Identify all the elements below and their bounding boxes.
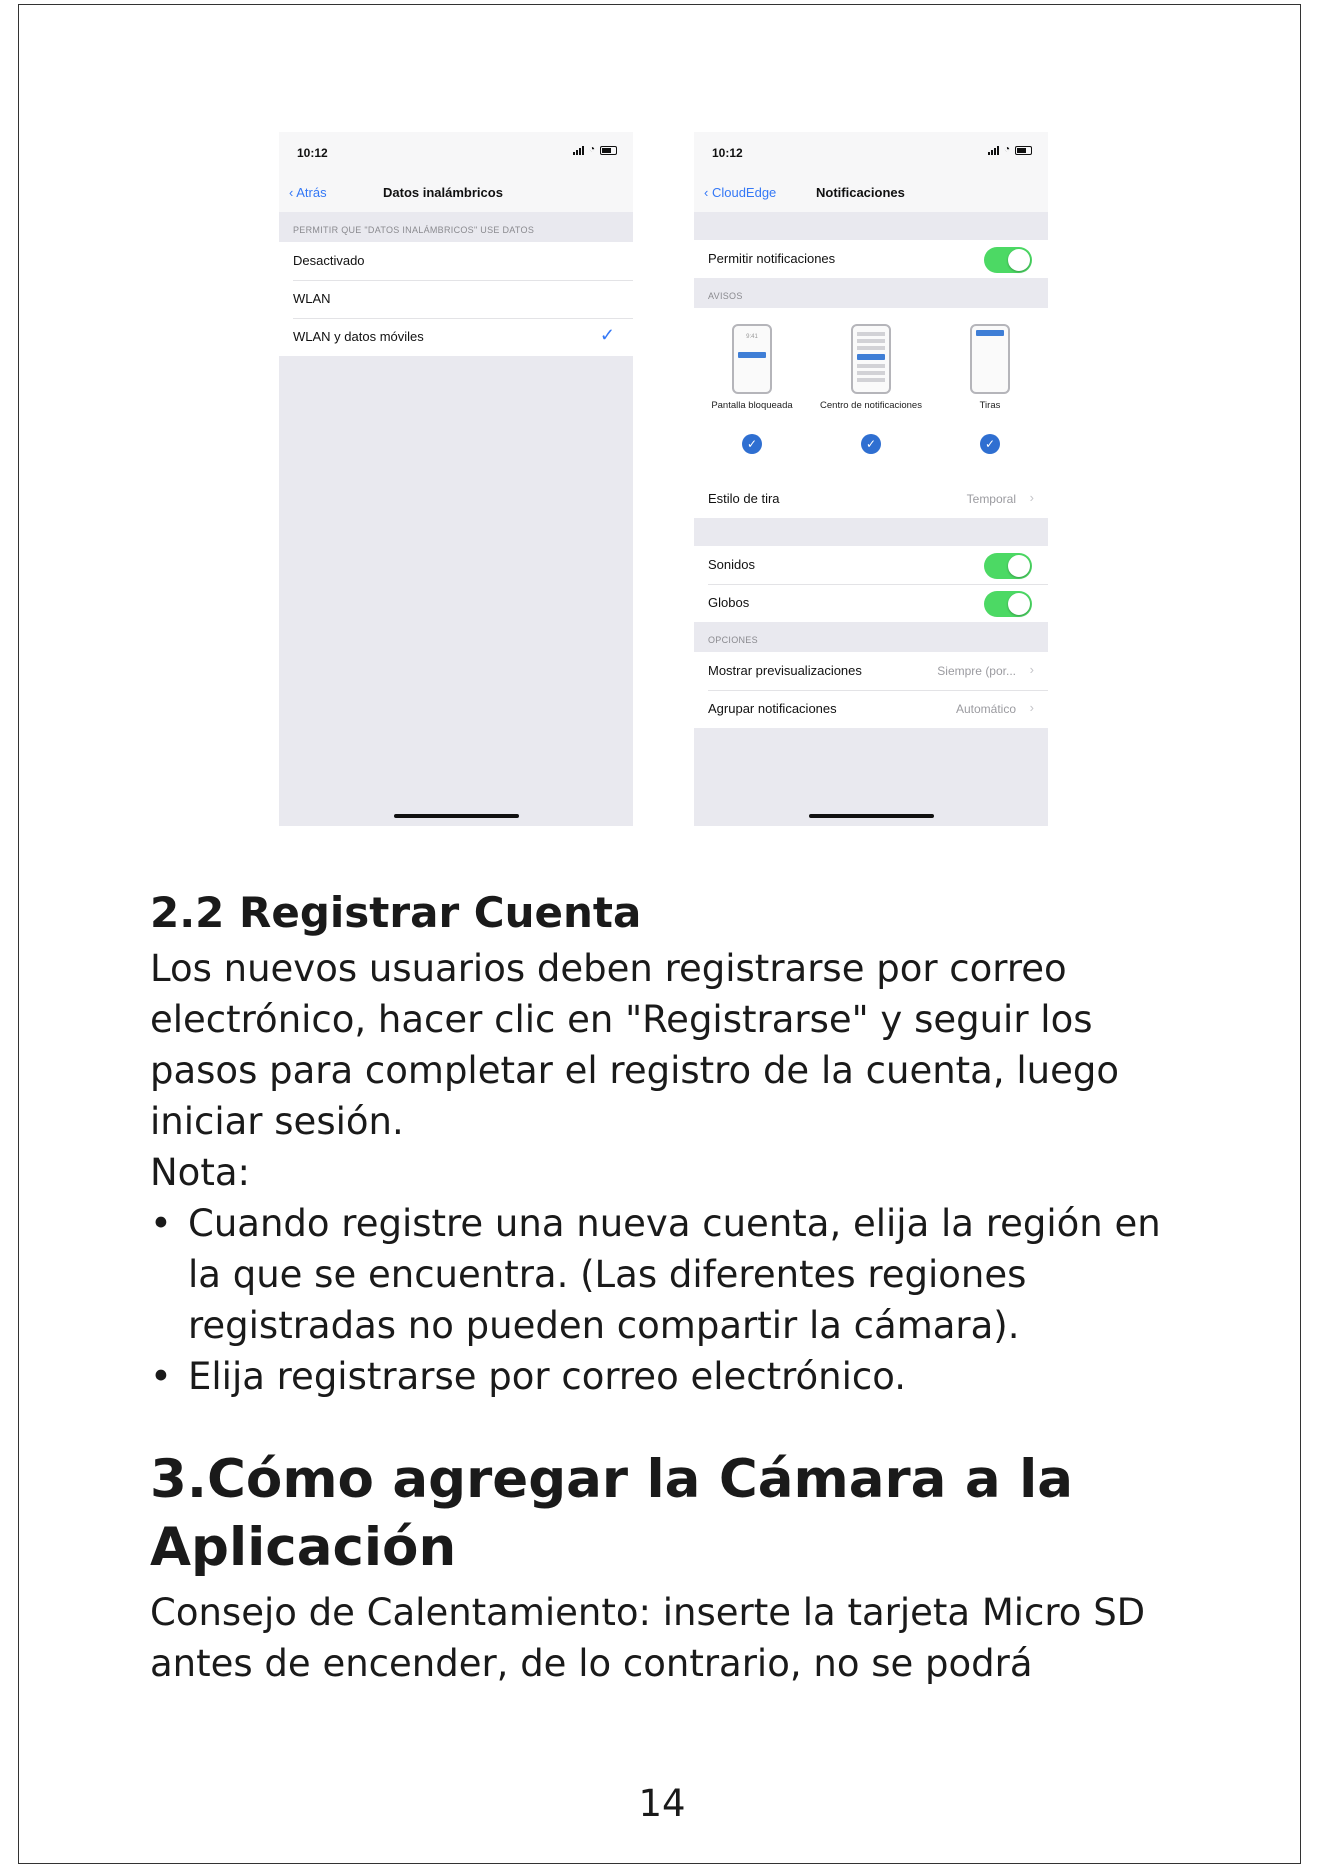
sounds-row: Sonidos [694,546,1048,584]
option-wlan-mobile[interactable]: WLAN y datos móviles ✓ [279,318,633,356]
options-header: OPCIONES [708,635,758,645]
section-2-2-heading: 2.2 Registrar Cuenta [150,888,642,937]
checkmark-icon: ✓ [980,434,1000,454]
chevron-right-icon: › [1029,700,1034,715]
notification-center-phone-icon [851,324,891,394]
group-notifications-row[interactable]: Agrupar notificaciones Automático › [694,690,1048,728]
signal-icon [988,146,999,155]
option-wlan[interactable]: WLAN [279,280,633,318]
section-3-paragraph: Consejo de Calentamiento: inserte la tarjeta Micro SD antes de encender, de lo contrario, no se podrá [150,1591,1146,1685]
lock-screen-phone-icon: 9:41 [732,324,772,394]
screen-title: Datos inalámbricos [383,185,503,200]
alert-lock-screen[interactable]: 9:41 Pantalla bloqueada ✓ [697,324,807,454]
chevron-right-icon: › [1029,662,1034,677]
data-options-list [279,242,633,356]
home-indicator [809,814,934,818]
bullet-dot: • [150,1355,172,1398]
alerts-header: AVISOS [708,291,743,301]
allow-notifications-row: Permitir notificaciones [694,240,1048,278]
show-previews-row[interactable]: Mostrar previsualizaciones Siempre (por... › [708,662,1034,678]
home-indicator [394,814,519,818]
section-header: PERMITIR QUE "DATOS INALÁMBRICOS" USE DATOS [293,225,535,235]
wifi-icon: ◔ [588,144,595,155]
badges-row: Globos [694,584,1048,622]
spacer [694,212,1048,240]
back-button[interactable]: ‹ CloudEdge [704,185,777,200]
banners-phone-icon [970,324,1010,394]
wifi-icon: ◔ [1003,144,1010,155]
spacer [694,518,1048,546]
section-3-heading: 3.Cómo agregar la Cámara a la Aplicación [150,1449,1074,1578]
battery-icon [600,146,617,155]
nav-bar [694,176,1048,212]
sounds-toggle[interactable] [984,553,1032,579]
screen-title: Notificaciones [816,185,905,200]
notifications-screenshot [694,132,1048,826]
badges-toggle[interactable] [984,591,1032,617]
page-number: 14 [638,1782,686,1825]
note-label: Nota: [150,1151,250,1194]
section-2-2-paragraph: Los nuevos usuarios deben registrarse por correo electrónico, hacer clic en "Registrarse" y seguir los pasos para completar el registro de la cuenta, luego iniciar sesión. [150,947,1119,1143]
checkmark-icon: ✓ [742,434,762,454]
status-bar [279,132,633,176]
status-time: 10:12 [297,146,328,160]
alerts-selector [694,308,1048,480]
allow-notifications-toggle[interactable] [984,247,1032,273]
alert-notification-center[interactable]: Centro de notificaciones ✓ [816,324,926,454]
checkmark-icon: ✓ [861,434,881,454]
banner-style-row[interactable]: Estilo de tira Temporal › [708,490,1034,506]
status-time: 10:12 [712,146,743,160]
wireless-data-screenshot [279,132,633,826]
battery-icon [1015,146,1032,155]
bullet-dot: • [150,1202,172,1245]
back-button[interactable]: ‹ Atrás [289,185,327,200]
status-bar [694,132,1048,176]
chevron-right-icon: › [1029,490,1034,505]
signal-icon [573,146,584,155]
nav-bar [279,176,633,212]
checkmark-icon: ✓ [599,325,615,345]
option-off[interactable]: Desactivado [293,253,365,268]
alert-banners[interactable]: Tiras ✓ [935,324,1045,454]
